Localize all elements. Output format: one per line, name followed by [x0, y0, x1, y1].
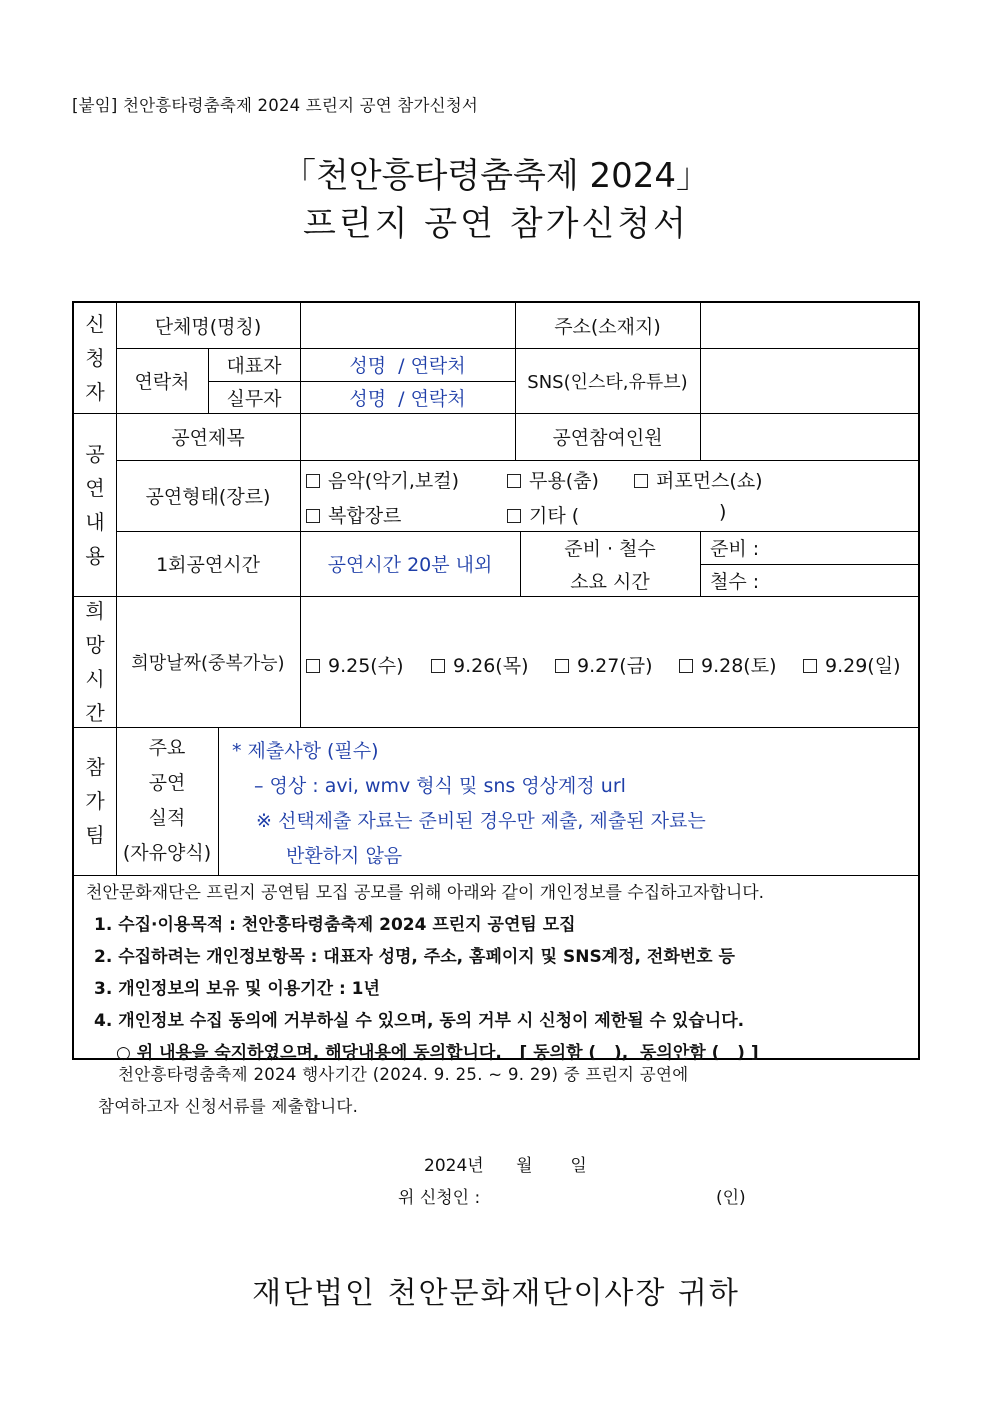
date-option-0926[interactable]: 9.26(목): [431, 651, 528, 678]
org-name-label: 단체명(명칭): [154, 316, 262, 338]
section-team: 참 가 팀: [85, 755, 105, 847]
duration-label: 1회공연시간: [156, 554, 260, 576]
duration-field[interactable]: 공연시간 20분 내외: [327, 554, 493, 576]
sns-label: SNS(인스타,유튜브): [527, 371, 688, 393]
checkbox-icon: [431, 659, 445, 673]
checkbox-icon: [507, 474, 521, 488]
staff-field[interactable]: 성명 / 연락처: [349, 387, 466, 410]
consent-intro: 천안문화재단은 프린지 공연팀 모집 공모를 위해 아래와 같이 개인정보를 수집하고자합니다.: [86, 883, 765, 903]
checkbox-icon: [803, 659, 817, 673]
consent-item-2: 2. 수집하려는 개인정보항목 : 대표자 성명, 주소, 홈페이지 및 SNS계정, 전화번호 등: [94, 947, 735, 967]
consent-item-3: 3. 개인정보의 보유 및 이용기간 : 1년: [94, 979, 380, 999]
form-title-line1: 「천안흥타령춤축제 2024」: [281, 156, 711, 196]
participants-label: 공연참여인원: [552, 427, 663, 449]
genre-option-mixed[interactable]: 복합장르: [306, 501, 401, 528]
setup-time-label-2: 소요 시간: [570, 570, 650, 593]
setup-teardown-field[interactable]: 철수 :: [710, 570, 760, 593]
contact-label: 연락처: [134, 371, 190, 393]
consent-item-1: 1. 수집·이용목적 : 천안흥타령춤축제 2024 프린지 공연팀 모집: [94, 915, 576, 935]
application-form: [72, 301, 920, 1063]
representative-field[interactable]: 성명 / 연락처: [349, 355, 466, 377]
checkbox-icon: [306, 509, 320, 523]
representative-label: 대표자: [226, 355, 282, 377]
consent-item-4: 4. 개인정보 수집 동의에 거부하실 수 있으며, 동의 거부 시 신청이 제한될 수 있습니다.: [94, 1011, 745, 1031]
date-option-0929[interactable]: 9.29(일): [803, 651, 900, 678]
section-performance: 공 연 내 용: [85, 441, 105, 568]
date-label: 희망날짜(중복가능): [131, 652, 285, 674]
checkbox-icon: [306, 659, 320, 673]
setup-time-label-1: 준비 · 철수: [564, 538, 656, 560]
setup-prep-field[interactable]: 준비 :: [710, 538, 760, 560]
checkbox-icon: [507, 509, 521, 523]
genre-option-dance[interactable]: 무용(춤): [507, 466, 599, 493]
note-optional-cont: 반환하지 않음: [286, 845, 403, 867]
checkbox-icon: [306, 474, 320, 488]
submission-date[interactable]: 2024년 월 일: [424, 1156, 587, 1176]
date-option-0927[interactable]: 9.27(금): [555, 651, 652, 678]
address-field[interactable]: [700, 303, 918, 348]
note-optional: ※ 선택제출 자료는 준비된 경우만 제출, 제출된 자료는: [256, 810, 706, 832]
checkbox-icon: [634, 474, 648, 488]
form-title-line2: 프린지 공연 참가신청서: [302, 204, 690, 244]
performance-title-field[interactable]: [300, 413, 515, 460]
genre-option-music[interactable]: 음악(악기,보컬): [306, 466, 459, 493]
staff-label: 실무자: [226, 387, 282, 410]
recipient: 재단법인 천안문화재단이사장 귀하: [252, 1276, 740, 1311]
closing-line-2: 참여하고자 신청서류를 제출합니다.: [98, 1097, 359, 1116]
section-schedule: 희 망 시 간: [85, 598, 105, 725]
date-option-0928[interactable]: 9.28(토): [679, 651, 776, 678]
date-option-0925[interactable]: 9.25(수): [306, 651, 403, 678]
sns-field[interactable]: [700, 348, 918, 413]
performance-title-label: 공연제목: [171, 427, 245, 449]
checkbox-icon: [679, 659, 693, 673]
applicant-label: 위 신청인 :: [398, 1188, 481, 1208]
attachment-label: [붙임] 천안흥타령춤축제 2024 프린지 공연 참가신청서: [72, 96, 479, 115]
note-required: * 제출사항 (필수): [232, 740, 379, 762]
seal-mark: (인): [716, 1188, 746, 1208]
address-label: 주소(소재지): [554, 316, 661, 338]
section-applicant: 신 청 자: [85, 312, 105, 404]
consent-agreement[interactable]: ○ 위 내용을 숙지하였으며, 해당내용에 동의합니다. [ 동의함 ( ), 동의안함 ( ) ]: [116, 1043, 759, 1063]
closing-line-1: 천안흥타령춤축제 2024 행사기간 (2024. 9. 25. ~ 9. 29) 중 프린지 공연에: [118, 1065, 689, 1084]
checkbox-icon: [555, 659, 569, 673]
genre-option-other[interactable]: 기타 (: [507, 501, 579, 528]
genre-other-close: ): [719, 501, 727, 523]
org-name-field[interactable]: [300, 303, 515, 348]
participants-field[interactable]: [700, 413, 918, 460]
record-label: 주요 공연 실적 (자유양식): [122, 737, 212, 864]
genre-label: 공연형태(장르): [145, 486, 271, 508]
genre-option-performance[interactable]: 퍼포먼스(쇼): [634, 466, 763, 493]
note-video: – 영상 : avi, wmv 형식 및 sns 영상계정 url: [254, 775, 626, 797]
